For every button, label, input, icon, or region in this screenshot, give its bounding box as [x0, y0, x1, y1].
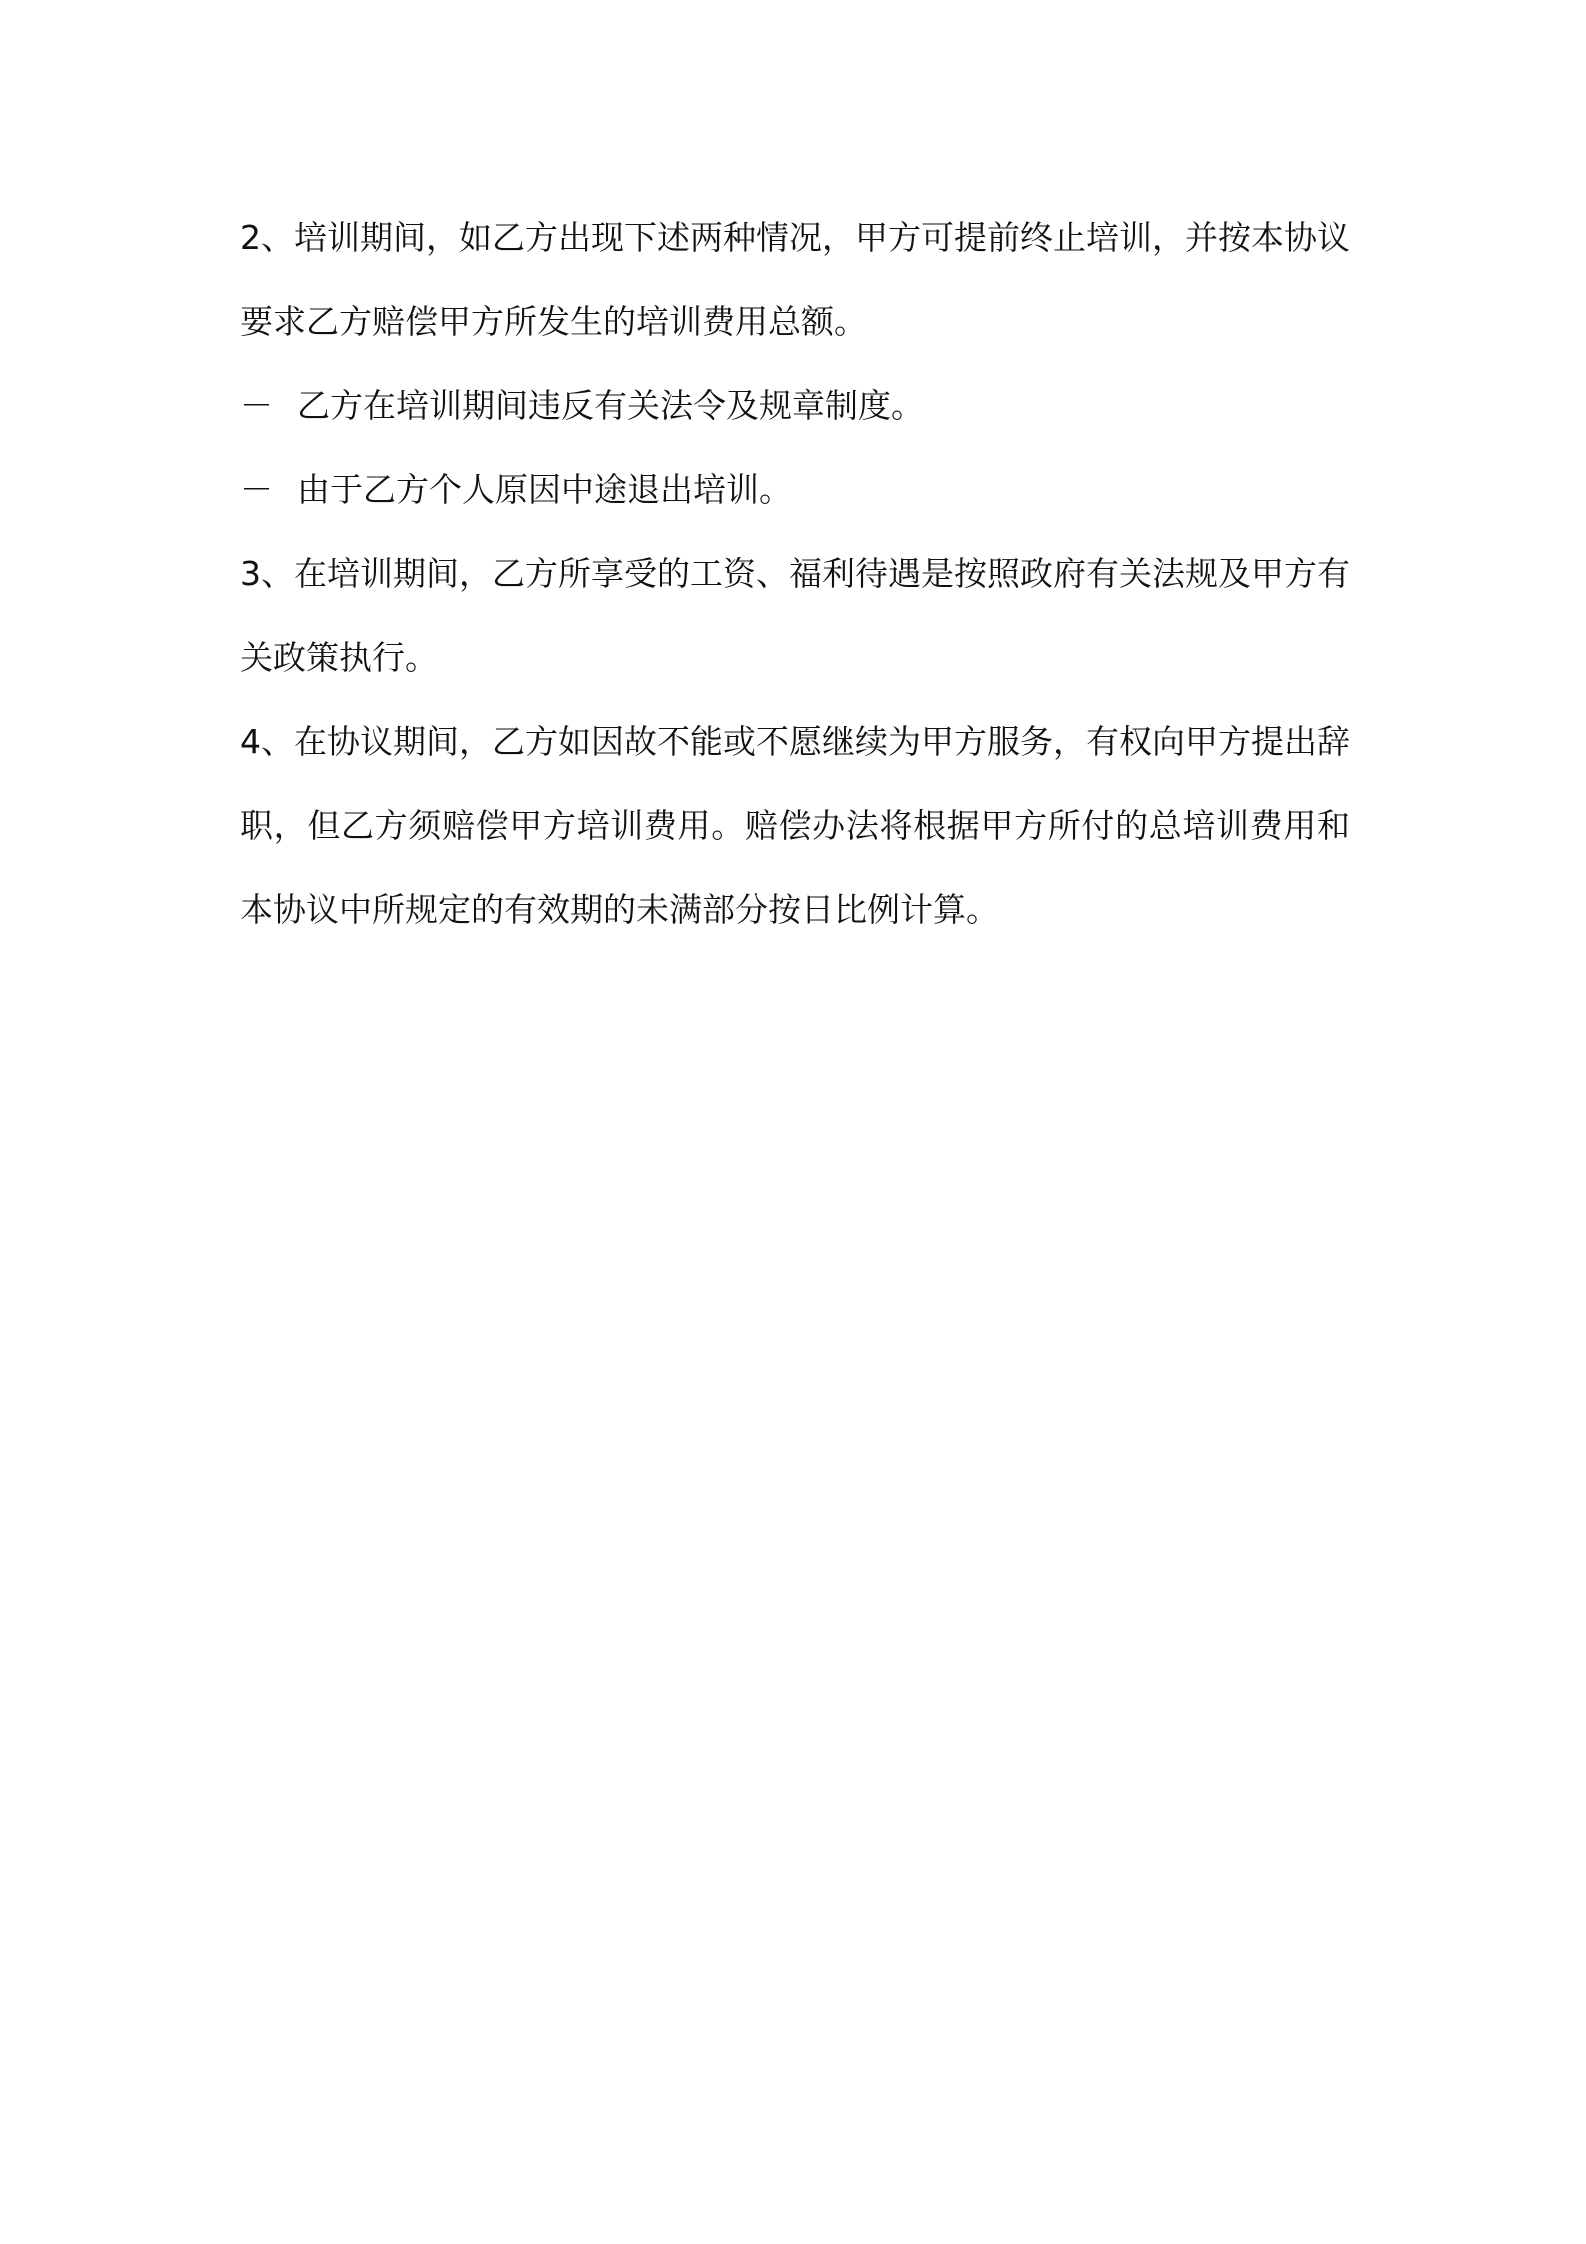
bullet-item-text: 由于乙方个人原因中途退出培训。: [297, 470, 792, 509]
clause-2-paragraph: 2、培训期间，如乙方出现下述两种情况，甲方可提前终止培训，并按本协议要求乙方赔偿甲方所发生的培训费用总额。: [240, 218, 1350, 341]
bullet-item: [240, 364, 1350, 448]
bullet-item-text: 乙方在培训期间违反有关法令及规章制度。: [297, 386, 924, 425]
clause-4-paragraph: 4、在协议期间，乙方如因故不能或不愿继续为甲方服务，有权向甲方提出辞职，但乙方须赔偿甲方培训费用。赔偿办法将根据甲方所付的总培训费用和本协议中所规定的有效期的未满部分按日比例计算。: [240, 722, 1350, 929]
bullet-item: [240, 448, 1350, 532]
dash-bullet-icon: －: [240, 386, 273, 425]
document-body: [240, 196, 1350, 952]
clause-3-paragraph: 3、在培训期间，乙方所享受的工资、福利待遇是按照政府有关法规及甲方有关政策执行。: [240, 554, 1350, 677]
dash-bullet-icon: －: [240, 470, 273, 509]
